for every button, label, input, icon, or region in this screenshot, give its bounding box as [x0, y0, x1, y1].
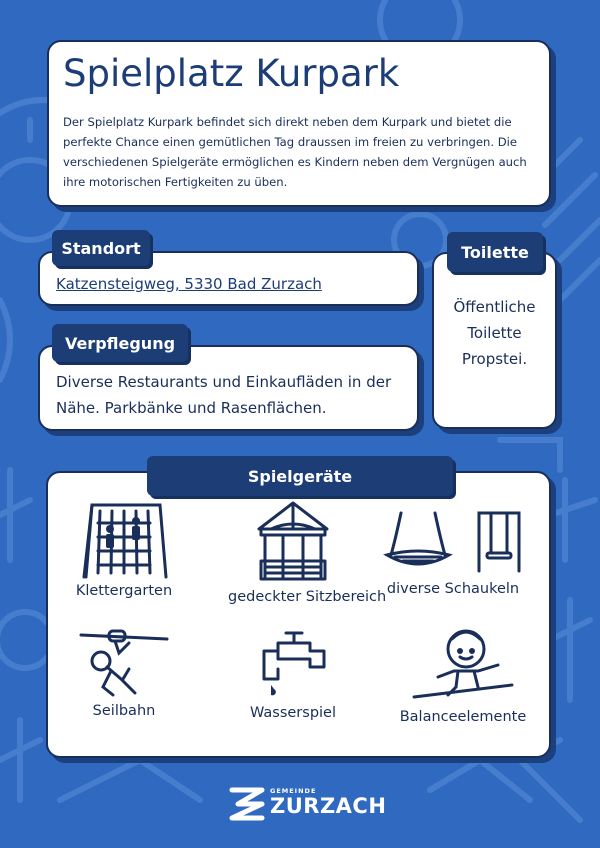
- logo-gemeinde-text: GEMEINDE: [270, 787, 317, 795]
- item-sitzbereich: [228, 499, 387, 609]
- water-tap-icon: [258, 629, 328, 701]
- zurzach-logo-icon: [228, 784, 266, 822]
- toilette-card: [432, 252, 557, 429]
- climbing-frame-icon: [78, 499, 170, 579]
- page-title: Spielplatz Kurpark: [63, 52, 400, 95]
- standort-heading: Standort: [52, 230, 150, 266]
- gemeinde-zurzach-logo: [228, 784, 388, 824]
- address-link[interactable]: Katzensteigweg, 5330 Bad Zurzach: [56, 275, 322, 293]
- item-schaukeln: [378, 511, 528, 601]
- verpflegung-heading: Verpflegung: [52, 324, 188, 362]
- logo-zurzach-text: ZURZACH: [270, 794, 387, 818]
- toilette-heading: Toilette: [447, 232, 543, 272]
- item-wasserspiel: [228, 629, 358, 725]
- item-seilbahn: [64, 623, 184, 723]
- intro-text: Der Spielplatz Kurpark befindet sich direkt neben dem Kurpark und bietet die perfekte Chance einen gemütlichen Tag draussen im freien zu verbringen. Die verschiedenen Spielgeräte ermöglichen es Kindern neben dem Vergnügen auch ihre motorischen Fertigkeiten zu üben.: [63, 115, 527, 189]
- title-card: [47, 40, 551, 207]
- swings-icon: [383, 511, 523, 573]
- balance-icon: [408, 625, 518, 705]
- spielgeraete-card: [46, 471, 551, 758]
- item-label: gedeckter Sitzbereich: [228, 589, 387, 605]
- item-label: diverse Schaukeln: [386, 581, 520, 597]
- item-klettergarten: [64, 499, 184, 603]
- item-label: Balanceelemente: [399, 709, 527, 725]
- item-label: Seilbahn: [92, 703, 156, 719]
- item-label: Klettergarten: [75, 583, 173, 599]
- toilette-text: Öffentliche Toilette Propstei.: [453, 298, 536, 368]
- gazebo-icon: [253, 499, 333, 583]
- item-balance: [388, 625, 538, 729]
- zipline-icon: [79, 623, 169, 699]
- item-label: Wasserspiel: [249, 705, 337, 721]
- spielgeraete-heading: Spielgeräte: [147, 456, 453, 496]
- verpflegung-text: Diverse Restaurants und Einkaufläden in der Nähe. Parkbänke und Rasenflächen.: [56, 373, 392, 417]
